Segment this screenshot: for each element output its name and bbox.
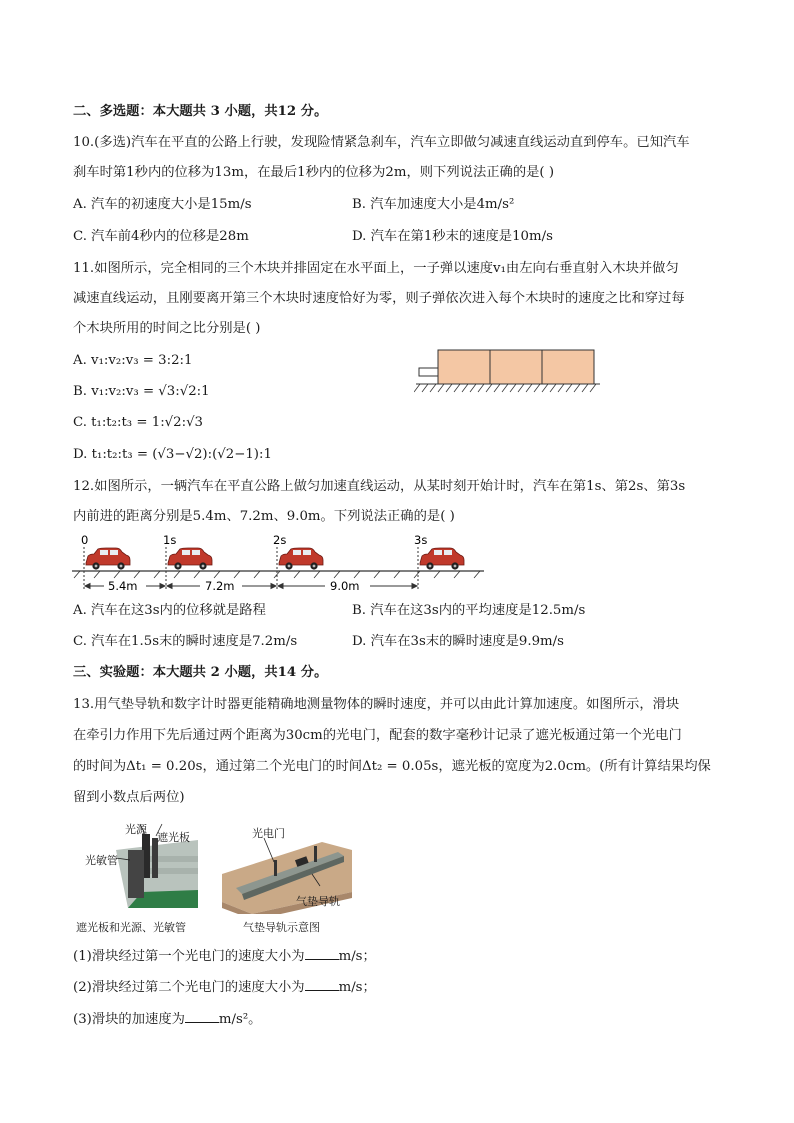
q11-stem-line3: 个木块所用的时间之比分别是( ) xyxy=(73,321,261,336)
time-label-0: 0 xyxy=(81,533,89,547)
q10-option-c: C. 汽车前4秒内的位移是28m xyxy=(73,229,249,244)
q13-sub3-text: (3)滑块的加速度为 xyxy=(73,1012,185,1027)
q12-option-c: C. 汽车在1.5s末的瞬时速度是7.2m/s xyxy=(73,634,298,649)
fig1-caption: 遮光板和光源、光敏管 xyxy=(76,921,186,934)
q10-option-d: D. 汽车在第1秒末的速度是10m/s xyxy=(352,229,553,244)
q11-option-a: A. v₁:v₂:v₃ = 3:2:1 xyxy=(73,353,193,368)
q13-sub1-text: (1)滑块经过第一个光电门的速度大小为 xyxy=(73,949,305,964)
q12-stem-line1: 12.如图所示，一辆汽车在平直公路上做匀加速直线运动，从某时刻开始计时，汽车在第1s、第2s、第3s xyxy=(73,479,686,494)
car-icon xyxy=(168,548,212,570)
section-heading-multiple-choice: 二、多选题：本大题共 3 小题，共12 分。 xyxy=(73,104,328,119)
q11-stem-line1: 11.如图所示，完全相同的三个木块并排固定在水平面上，一子弹以速度v₁由左向右垂直射入木块并做匀 xyxy=(73,261,679,276)
time-label-2s: 2s xyxy=(273,533,287,547)
q13-stem-line1: 13.用气垫导轨和数字计时器更能精确地测量物体的瞬时速度，并可以由此计算加速度。如图所示，滑块 xyxy=(73,697,680,712)
q11-option-b: B. v₁:v₂:v₃ = √3:√2:1 xyxy=(73,384,210,399)
car-icon xyxy=(420,548,464,570)
photogate-1 xyxy=(274,860,277,876)
q10-stem-line2: 刹车时第1秒内的位移为13m，在最后1秒内的位移为2m，则下列说法正确的是( ) xyxy=(73,165,555,180)
distance-label-9-0m: 9.0m xyxy=(330,579,360,593)
q13-sub2-unit: m/s； xyxy=(338,980,376,995)
photogate-2 xyxy=(314,846,317,862)
label-photosensor: 光敏管 xyxy=(85,854,118,867)
q13-sub1 xyxy=(73,946,376,966)
answer-blank-3[interactable] xyxy=(185,1009,219,1023)
q12-option-b: B. 汽车在这3s内的平均速度是12.5m/s xyxy=(352,603,586,618)
fig2-caption: 气垫导轨示意图 xyxy=(243,921,320,934)
q13-stem-line3: 的时间为Δt₁ = 0.20s，通过第二个光电门的时间Δt₂ = 0.05s，遮光板的宽度为2.0cm。(所有计算结果均保 xyxy=(73,759,711,774)
distance-label-5-4m: 5.4m xyxy=(108,579,138,593)
wood-block-3 xyxy=(542,350,594,384)
sensor-housing xyxy=(128,850,144,898)
q12-stem-line2: 内前进的距离分别是5.4m、7.2m、9.0m。下列说法正确的是( ) xyxy=(73,509,455,524)
bullet-icon xyxy=(419,368,438,376)
q13-stem-line2: 在牵引力作用下先后通过两个距离为30cm的光电门，配套的数字毫秒计记录了遮光板通过第一个光电门 xyxy=(73,728,682,743)
wood-block-2 xyxy=(490,350,542,384)
wood-blocks-figure xyxy=(414,346,604,396)
q10-option-a: A. 汽车的初速度大小是15m/s xyxy=(73,197,252,212)
answer-blank-1[interactable] xyxy=(305,946,339,960)
time-label-3s: 3s xyxy=(414,533,428,547)
section-heading-experiment: 三、实验题：本大题共 2 小题，共14 分。 xyxy=(73,665,328,680)
answer-blank-2[interactable] xyxy=(305,977,339,991)
q10-option-b: B. 汽车加速度大小是4m/s² xyxy=(352,197,515,212)
q13-sub1-unit: m/s； xyxy=(338,949,376,964)
q11-stem-line2: 减速直线运动，且刚要离开第三个木块时速度恰好为零，则子弹依次进入每个木块时的速度之比和穿过每 xyxy=(73,291,685,306)
time-label-1s: 1s xyxy=(163,533,177,547)
car-icon xyxy=(279,548,323,570)
wood-block-1 xyxy=(438,350,490,384)
car-icon xyxy=(86,548,130,570)
q13-sub3 xyxy=(73,1009,261,1029)
label-air-track: 气垫导轨 xyxy=(296,895,340,908)
car-motion-figure xyxy=(70,531,490,597)
q10-stem-line1: 10.(多选)汽车在平直的公路上行驶，发现险情紧急刹车，汽车立即做匀减速直线运动直到停车。已知汽车 xyxy=(73,135,690,150)
q13-stem-line4: 留到小数点后两位) xyxy=(73,790,185,805)
q13-sub2-text: (2)滑块经过第二个光电门的速度大小为 xyxy=(73,980,305,995)
q13-sub2 xyxy=(73,977,376,997)
label-shade-plate: 遮光板 xyxy=(157,831,190,844)
q11-option-d: D. t₁:t₂:t₃ = (√3−√2):(√2−1):1 xyxy=(73,447,272,462)
q12-option-d: D. 汽车在3s末的瞬时速度是9.9m/s xyxy=(352,634,564,649)
ground-hatching xyxy=(414,384,596,392)
q12-option-a: A. 汽车在这3s内的位移就是路程 xyxy=(73,603,266,618)
label-photogate: 光电门 xyxy=(252,827,285,840)
distance-label-7-2m: 7.2m xyxy=(205,579,235,593)
q13-sub3-unit: m/s²。 xyxy=(218,1012,262,1027)
label-light-source: 光源 xyxy=(125,823,147,836)
q11-option-c: C. t₁:t₂:t₃ = 1:√2:√3 xyxy=(73,415,204,430)
